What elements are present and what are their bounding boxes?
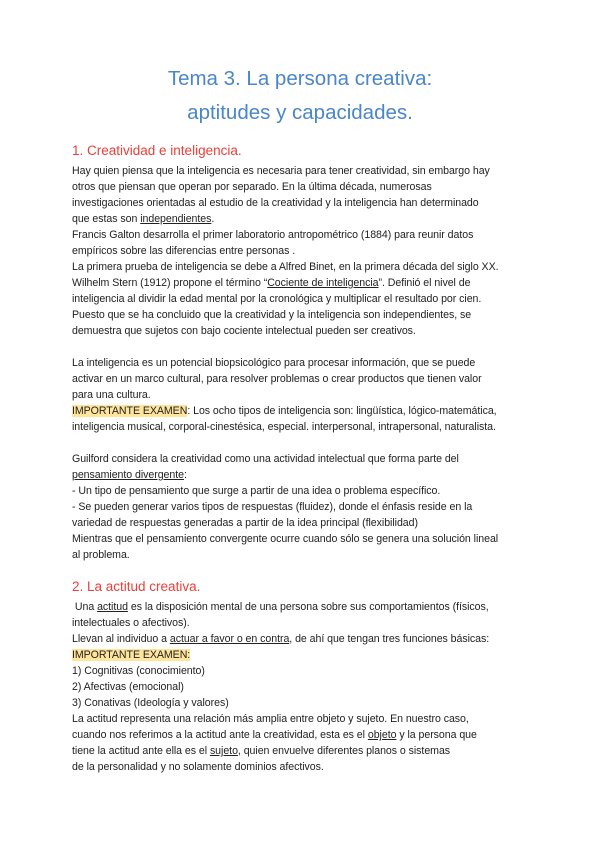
list-item: 2) Afectivas (emocional) [72,681,184,693]
paragraph-line: activar en un marco cultural, para resolver problemas o crear productos que tienen valor [72,373,482,385]
paragraph-line: Puesto que se ha concluido que la creatividad y la inteligencia son independientes, se [72,309,472,321]
paragraph-line: Hay quien piensa que la inteligencia es necesaria para tener creatividad, sin embargo hay [72,165,490,177]
paragraph-line: para una cultura. [72,389,151,401]
paragraph-line: al problema. [72,549,130,561]
list-item: 1) Cognitivas (conocimiento) [72,665,205,677]
underlined-term-independientes: independientes [140,213,212,225]
list-item: - Se pueden generar varios tipos de respuestas (fluidez), donde el énfasis reside en la [72,501,473,513]
paragraph-line [72,599,489,615]
text-run: y la persona que [396,729,477,741]
paragraph-line [72,467,187,483]
text-run: Wilhelm Stern (1912) propone el término “ [72,277,268,289]
paragraph-line [72,275,470,291]
paragraph-line: La primera prueba de inteligencia se debe a Alfred Binet, en la primera década del siglo XX. [72,261,499,273]
section-1-heading: 1. Creatividad e inteligencia. [72,143,242,158]
paragraph-line: inteligencia musical, corporal-cinestésica, especial. interpersonal, intrapersonal, naturalista. [72,421,496,433]
paragraph-line: investigaciones orientadas al estudio de la creatividad y la inteligencia han determinado [72,197,479,209]
underlined-term-sujeto: sujeto [209,745,238,757]
paragraph-line [72,727,477,743]
paragraph-line [72,211,214,227]
document-title-line-1: Tema 3. La persona creativa: [167,67,433,90]
paragraph-line: intelectuales o afectivos). [72,617,190,629]
text-run: , quien envuelve diferentes planos o sistemas [237,745,451,757]
paragraph-line: demuestra que sujetos con bajo cociente intelectual pueden ser creativos. [72,325,416,337]
text-run: tiene la actitud ante ella es el [72,745,210,757]
text-run: es la disposición mental de una persona sobre sus comportamientos (físicos, [127,601,489,613]
text-run: que estas son [72,213,141,225]
underlined-term-actuar: actuar a favor o en contra [169,633,290,645]
underlined-term-pensamiento-divergente: pensamiento divergente [72,469,184,481]
paragraph-line: inteligencia al dividir la edad mental por la cronológica y multiplicar el resultado por cien. [72,293,482,305]
paragraph-line: Francis Galton desarrolla el primer laboratorio antropométrico (1884) para reunir datos [72,229,474,241]
section-2-heading: 2. La actitud creativa. [72,579,201,594]
paragraph-line [72,631,489,647]
highlighted-label-importante-examen: IMPORTANTE EXAMEN: [72,649,191,661]
text-run: . [211,213,215,225]
text-run: Una [72,601,98,613]
text-run: Llevan al individuo a [72,633,170,645]
document-title-line-2: aptitudes y capacidades. [187,101,413,124]
list-item: - Un tipo de pensamiento que surge a partir de una idea o problema específico. [72,485,441,497]
paragraph-line: variedad de respuestas generadas a partir de la idea principal (flexibilidad) [72,517,418,529]
underlined-term-objeto: objeto [367,729,397,741]
text-run: ”. Definió el nivel de [378,277,471,289]
paragraph-line: empíricos sobre las diferencias entre personas . [72,245,296,257]
paragraph-line: de la personalidad y no solamente dominios afectivos. [72,761,324,773]
list-item: 3) Conativas (Ideología y valores) [72,697,229,709]
paragraph-line: otros que piensan que operan por separado. En la última década, numerosas [72,181,432,193]
text-run: cuando nos referimos a la actitud ante la creatividad, esta es el [72,729,368,741]
underlined-term-actitud: actitud [97,601,128,613]
paragraph-line: Guilford considera la creatividad como una actividad intelectual que forma parte del [72,453,459,465]
paragraph-line [72,647,190,663]
text-run: , de ahí que tengan tres funciones básicas: [289,633,490,645]
paragraph-line [72,743,450,759]
paragraph-line: La inteligencia es un potencial biopsicológico para procesar información, que se puede [72,357,476,369]
text-run: : Los ocho tipos de inteligencia son: lingüística, lógico-matemática, [187,405,497,417]
paragraph-line: Mientras que el pensamiento convergente ocurre cuando sólo se genera una solución lineal [72,533,499,545]
underlined-term-cociente: Cociente de inteligencia [267,277,379,289]
text-run: : [183,469,187,481]
paragraph-line: La actitud representa una relación más amplia entre objeto y sujeto. En nuestro caso, [72,713,469,725]
paragraph-line [72,403,497,419]
highlighted-label-importante-examen: IMPORTANTE EXAMEN [72,405,188,417]
